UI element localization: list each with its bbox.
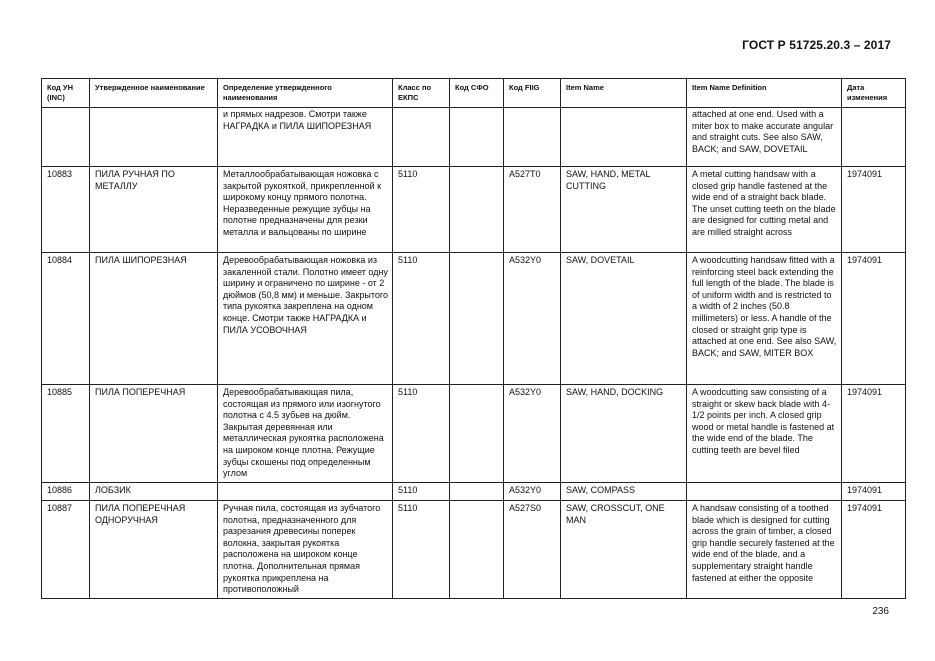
cell-name [90, 108, 218, 167]
cell-item-name: SAW, HAND, DOCKING [561, 385, 687, 483]
cell-class [393, 108, 450, 167]
cell-sfo [450, 167, 504, 253]
cell-date: 1974091 [842, 501, 906, 599]
column-header-name: Утвержденное наименование [90, 79, 218, 108]
cell-class: 5110 [393, 483, 450, 501]
page-number: 236 [872, 606, 889, 617]
cell-item-definition: attached at one end. Used with a miter box to make accurate angular and straight cuts. See also SAW, BACK; and SAW, DOVETAIL [687, 108, 842, 167]
cell-definition: Ручная пила, состоящая из зубчатого полотна, предназначенного для разрезания древесины поперек волокна, закрытая рукоятка расположена на широком конце плотна. Дополнительная прямая рукоятка прикреплена на противоположный [218, 501, 393, 599]
cell-name: ПИЛА ПОПЕРЕЧНАЯ ОДНОРУЧНАЯ [90, 501, 218, 599]
cell-item-definition: A woodcutting handsaw fitted with a reinforcing steel back extending the full length of the blade. The blade is of uniform width and is restricted to a width of 2 inches (50.8 millimeters) or less. A handle of the closed or straight grip type is attached at one end. See also SAW, BACK; and SAW, MITER BOX [687, 253, 842, 385]
cell-item-name: SAW, COMPASS [561, 483, 687, 501]
cell-class: 5110 [393, 167, 450, 253]
cell-item-definition: A metal cutting handsaw with a closed grip handle fastened at the wide end of a straight back blade. The unset cutting teeth on the blade are designed for cutting metal and are milled straight across [687, 167, 842, 253]
cell-inc: 10885 [42, 385, 90, 483]
cell-item-name: SAW, DOVETAIL [561, 253, 687, 385]
cell-item-definition: A woodcutting saw consisting of a straight or skew back blade with 4-1/2 points per inch. A closed grip wood or metal handle is fastened at the wide end of the blade. The cutting teeth are bevel filed [687, 385, 842, 483]
cell-item-name: SAW, HAND, METAL CUTTING [561, 167, 687, 253]
column-header-date: Дата изменения [842, 79, 906, 108]
cell-definition [218, 483, 393, 501]
cell-fiig: A532Y0 [504, 483, 561, 501]
column-header-fiig: Код FIIG [504, 79, 561, 108]
cell-sfo [450, 385, 504, 483]
cell-sfo [450, 108, 504, 167]
table-row [42, 167, 906, 253]
column-header-inc: Код УН (INC) [42, 79, 90, 108]
cell-date: 1974091 [842, 167, 906, 253]
cell-inc: 10886 [42, 483, 90, 501]
cell-item-definition [687, 483, 842, 501]
table-header-row [42, 79, 906, 108]
document-id: ГОСТ Р 51725.20.3 – 2017 [742, 38, 891, 52]
cell-name: ПИЛА ШИПОРЕЗНАЯ [90, 253, 218, 385]
cell-sfo [450, 483, 504, 501]
cell-class: 5110 [393, 501, 450, 599]
cell-class: 5110 [393, 253, 450, 385]
cell-definition: Деревообрабатывающая пила, состоящая из прямого или изогнутого полотна с 4.5 зубьев на дюйм. Закрытая деревянная или металлическая рукоятка расположена на широком конце плотна. Режущие зубцы скошены под определенным углом [218, 385, 393, 483]
cell-inc: 10883 [42, 167, 90, 253]
cell-date: 1974091 [842, 483, 906, 501]
cell-fiig: A527T0 [504, 167, 561, 253]
column-header-item-definition: Item Name Definition [687, 79, 842, 108]
cell-date: 1974091 [842, 253, 906, 385]
cell-sfo [450, 253, 504, 385]
cell-fiig: A532Y0 [504, 385, 561, 483]
cell-definition: Деревообрабатывающая ножовка из закаленной стали. Полотно имеет одну ширину и ограничено по ширине - от 2 дюймов (50,8 мм) и меньше. Закрытого типа рукоятка закреплена на одном конце. Смотри также НАГРАДКА и ПИЛА УСОВОЧНАЯ [218, 253, 393, 385]
cell-date: 1974091 [842, 385, 906, 483]
column-header-sfo: Код СФО [450, 79, 504, 108]
table-row [42, 253, 906, 385]
cell-definition: и прямых надрезов. Смотри также НАГРАДКА и ПИЛА ШИПОРЕЗНАЯ [218, 108, 393, 167]
column-header-definition: Определение утвержденного наименования [218, 79, 393, 108]
cell-item-name: SAW, CROSSCUT, ONE MAN [561, 501, 687, 599]
cell-definition: Металлообрабатывающая ножовка с закрытой рукояткой, прикрепленной к широкому концу прямого полотна. Неразведенные режущие зубцы на полотне предназначены для резки металла и вальцованы по ширине [218, 167, 393, 253]
table-row [42, 385, 906, 483]
data-table-container [41, 78, 905, 599]
column-header-class: Класс по ЕКПС [393, 79, 450, 108]
table-row-continuation [42, 108, 906, 167]
cell-class: 5110 [393, 385, 450, 483]
cell-name: ПИЛА ПОПЕРЕЧНАЯ [90, 385, 218, 483]
table-row [42, 483, 906, 501]
cell-inc: 10887 [42, 501, 90, 599]
cell-item-definition: A handsaw consisting of a toothed blade which is designed for cutting across the grain of timber, a closed grip handle securely fastened at the wide end of the blade, and a supplementary straight handle fastened at either the opposite [687, 501, 842, 599]
cell-inc: 10884 [42, 253, 90, 385]
column-header-item-name: Item Name [561, 79, 687, 108]
cell-fiig [504, 108, 561, 167]
cell-inc [42, 108, 90, 167]
cell-date [842, 108, 906, 167]
cell-item-name [561, 108, 687, 167]
cell-fiig: A532Y0 [504, 253, 561, 385]
cell-name: ПИЛА РУЧНАЯ ПО МЕТАЛЛУ [90, 167, 218, 253]
cell-fiig: A527S0 [504, 501, 561, 599]
table-row [42, 501, 906, 599]
cell-sfo [450, 501, 504, 599]
data-table [41, 78, 906, 599]
cell-name: ЛОБЗИК [90, 483, 218, 501]
